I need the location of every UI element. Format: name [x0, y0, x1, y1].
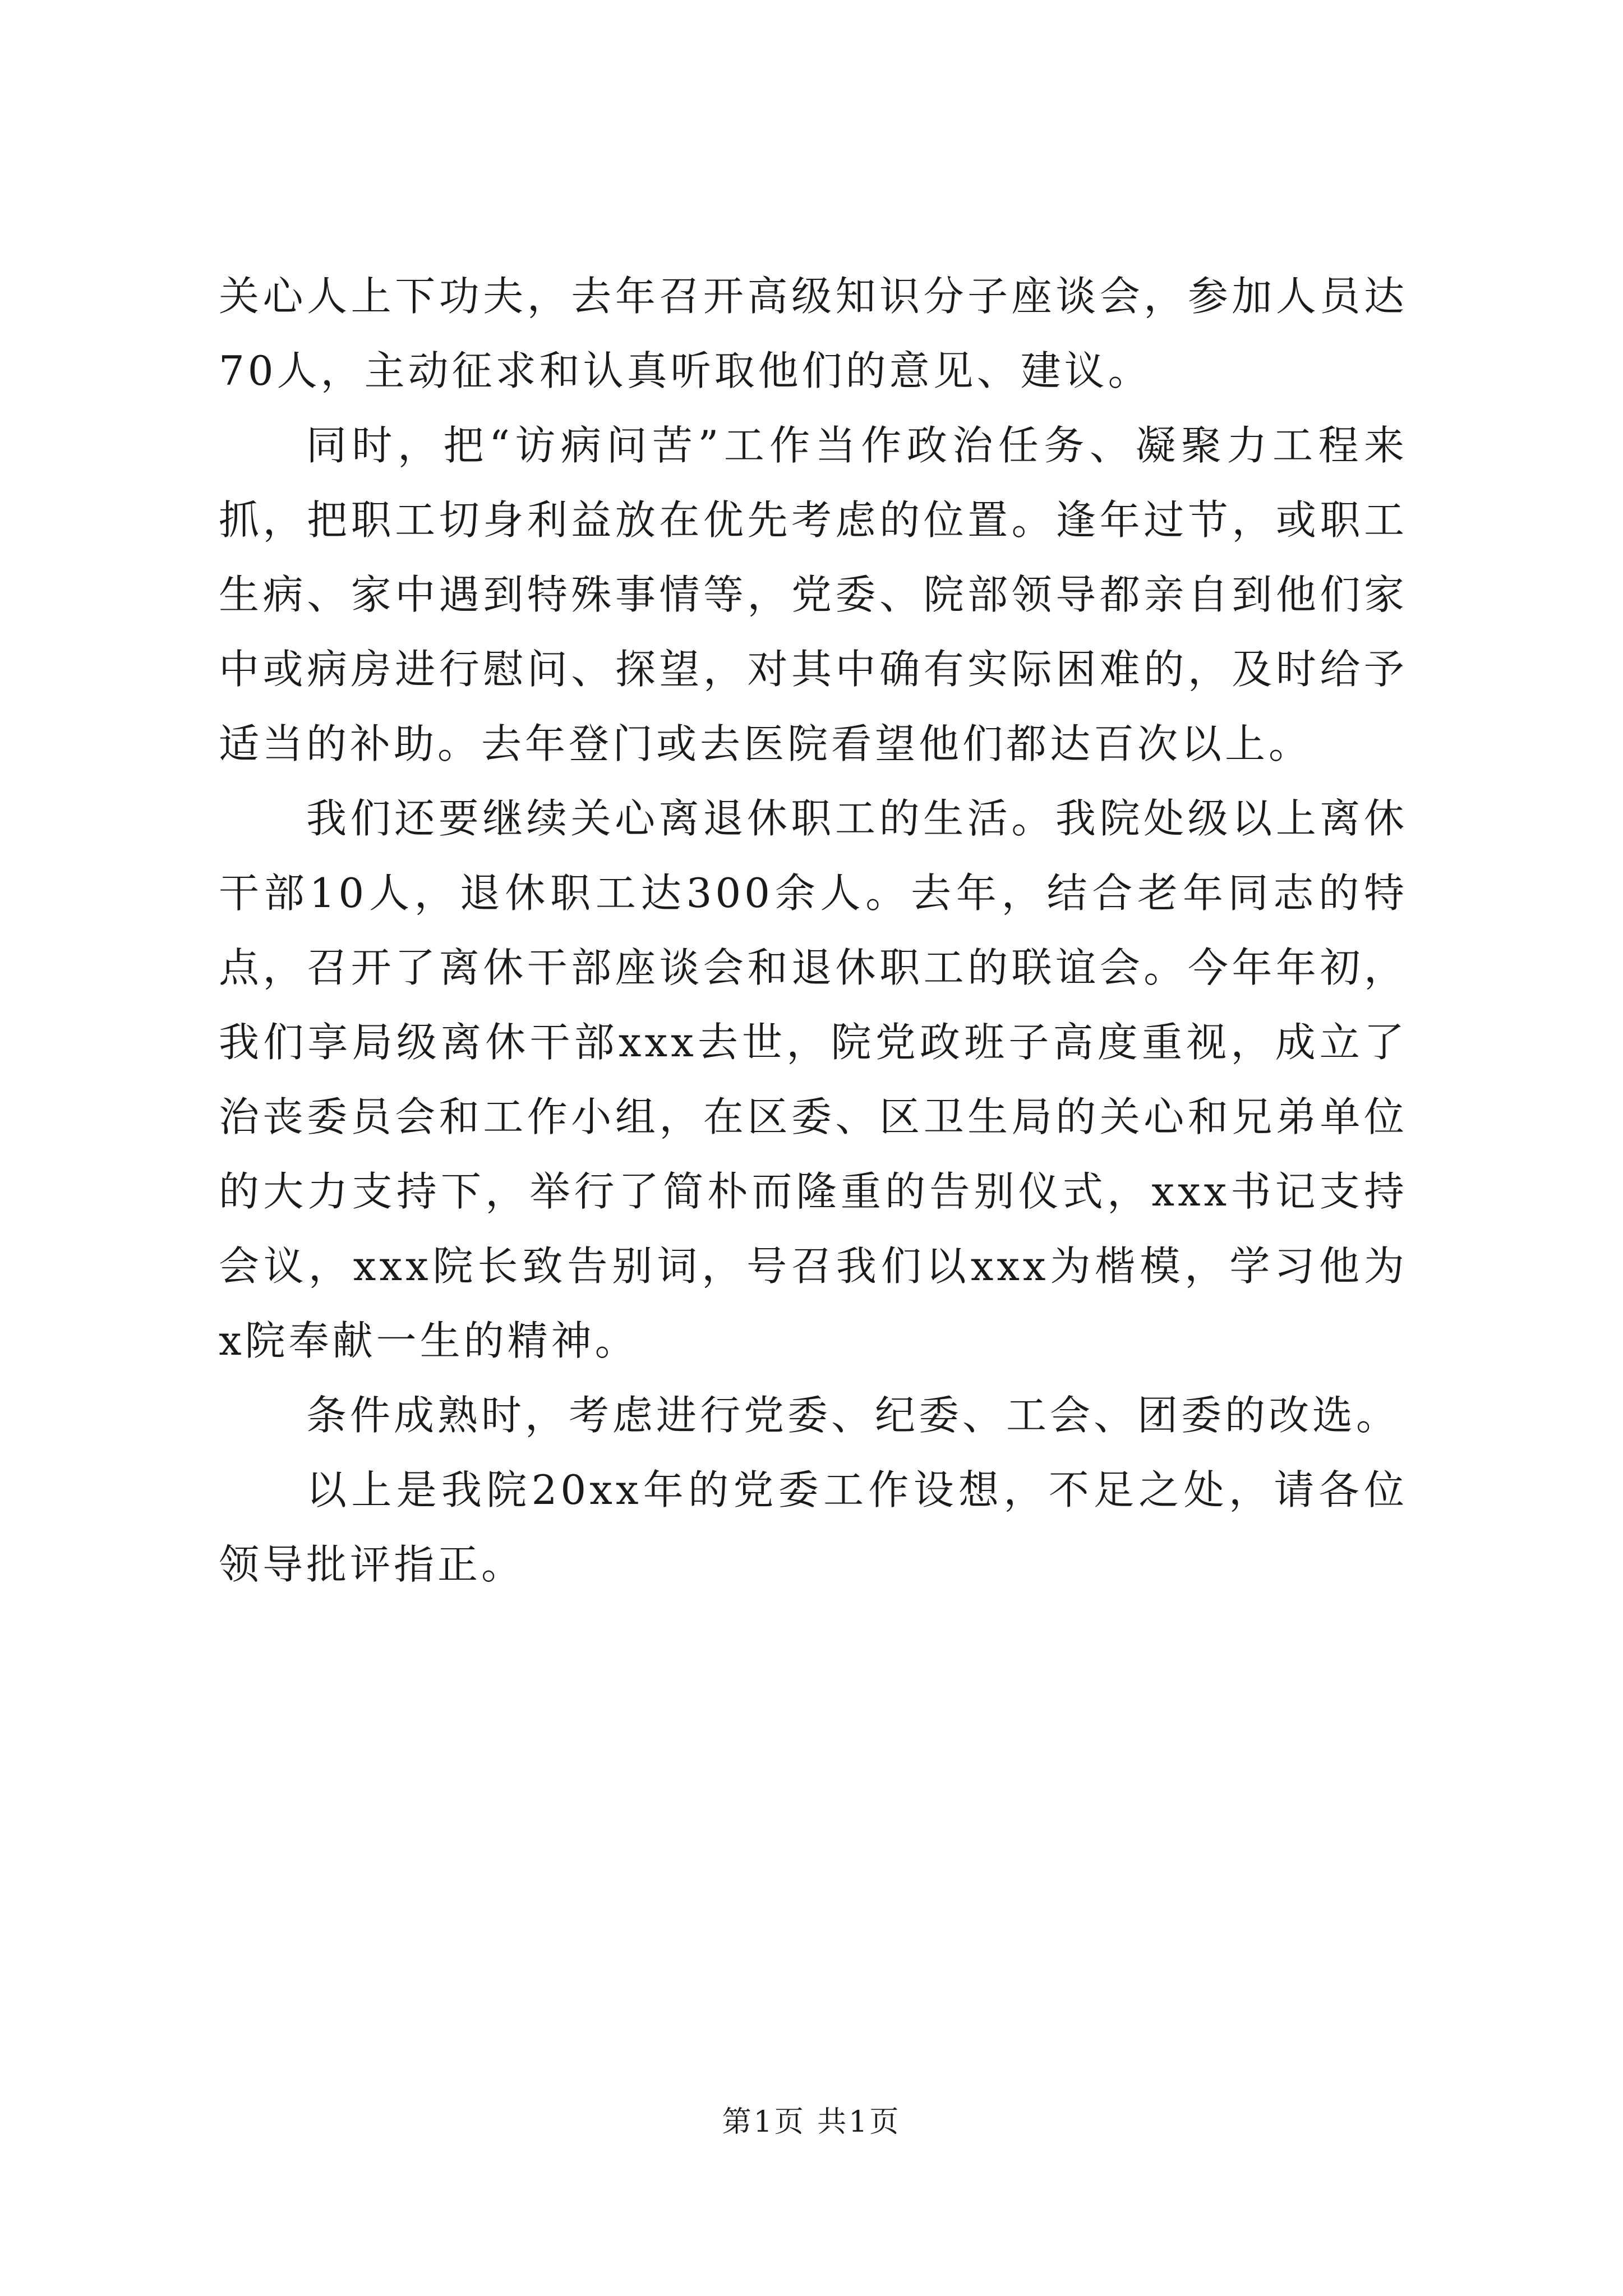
- paragraph-closing: 以上是我院20xx年的党委工作设想，不足之处，请各位领导批评指正。: [219, 1466, 1408, 1588]
- document-body: [219, 259, 1408, 1602]
- paragraph-visiting-sick: 同时，把“访病问苦”工作当作政治任务、凝聚力工程来抓，把职工切身利益放在优先考虑的位置。逢年过节，或职工生病、家中遇到特殊事情等，党委、院部领导都亲自到他们家中或病房进行慰问、探望，对其中确有实际困难的，及时给予适当的补助。去年登门或去医院看望他们都达百次以上。: [219, 422, 1408, 767]
- paragraph-retired-staff: 我们还要继续关心离退休职工的生活。我院处级以上离休干部10人，退休职工达300余人。去年，结合老年同志的特点，召开了离休干部座谈会和退休职工的联谊会。今年年初，我们享局级离休干部xxx去世，院党政班子高度重视，成立了治丧委员会和工作小组，在区委、区卫生局的关心和兄弟单位的大力支持下，举行了简朴而隆重的告别仪式，xxx书记支持会议，xxx院长致告别词，号召我们以xxx为楷模，学习他为x院奉献一生的精神。: [219, 795, 1408, 1364]
- paragraph-continuation: 关心人上下功夫，去年召开高级知识分子座谈会，参加人员达70人，主动征求和认真听取他们的意见、建议。: [219, 273, 1408, 394]
- page-number-footer: 第1页 共1页: [722, 2105, 901, 2139]
- paragraph-election: 条件成熟时，考虑进行党委、纪委、工会、团委的改选。: [306, 1392, 1400, 1439]
